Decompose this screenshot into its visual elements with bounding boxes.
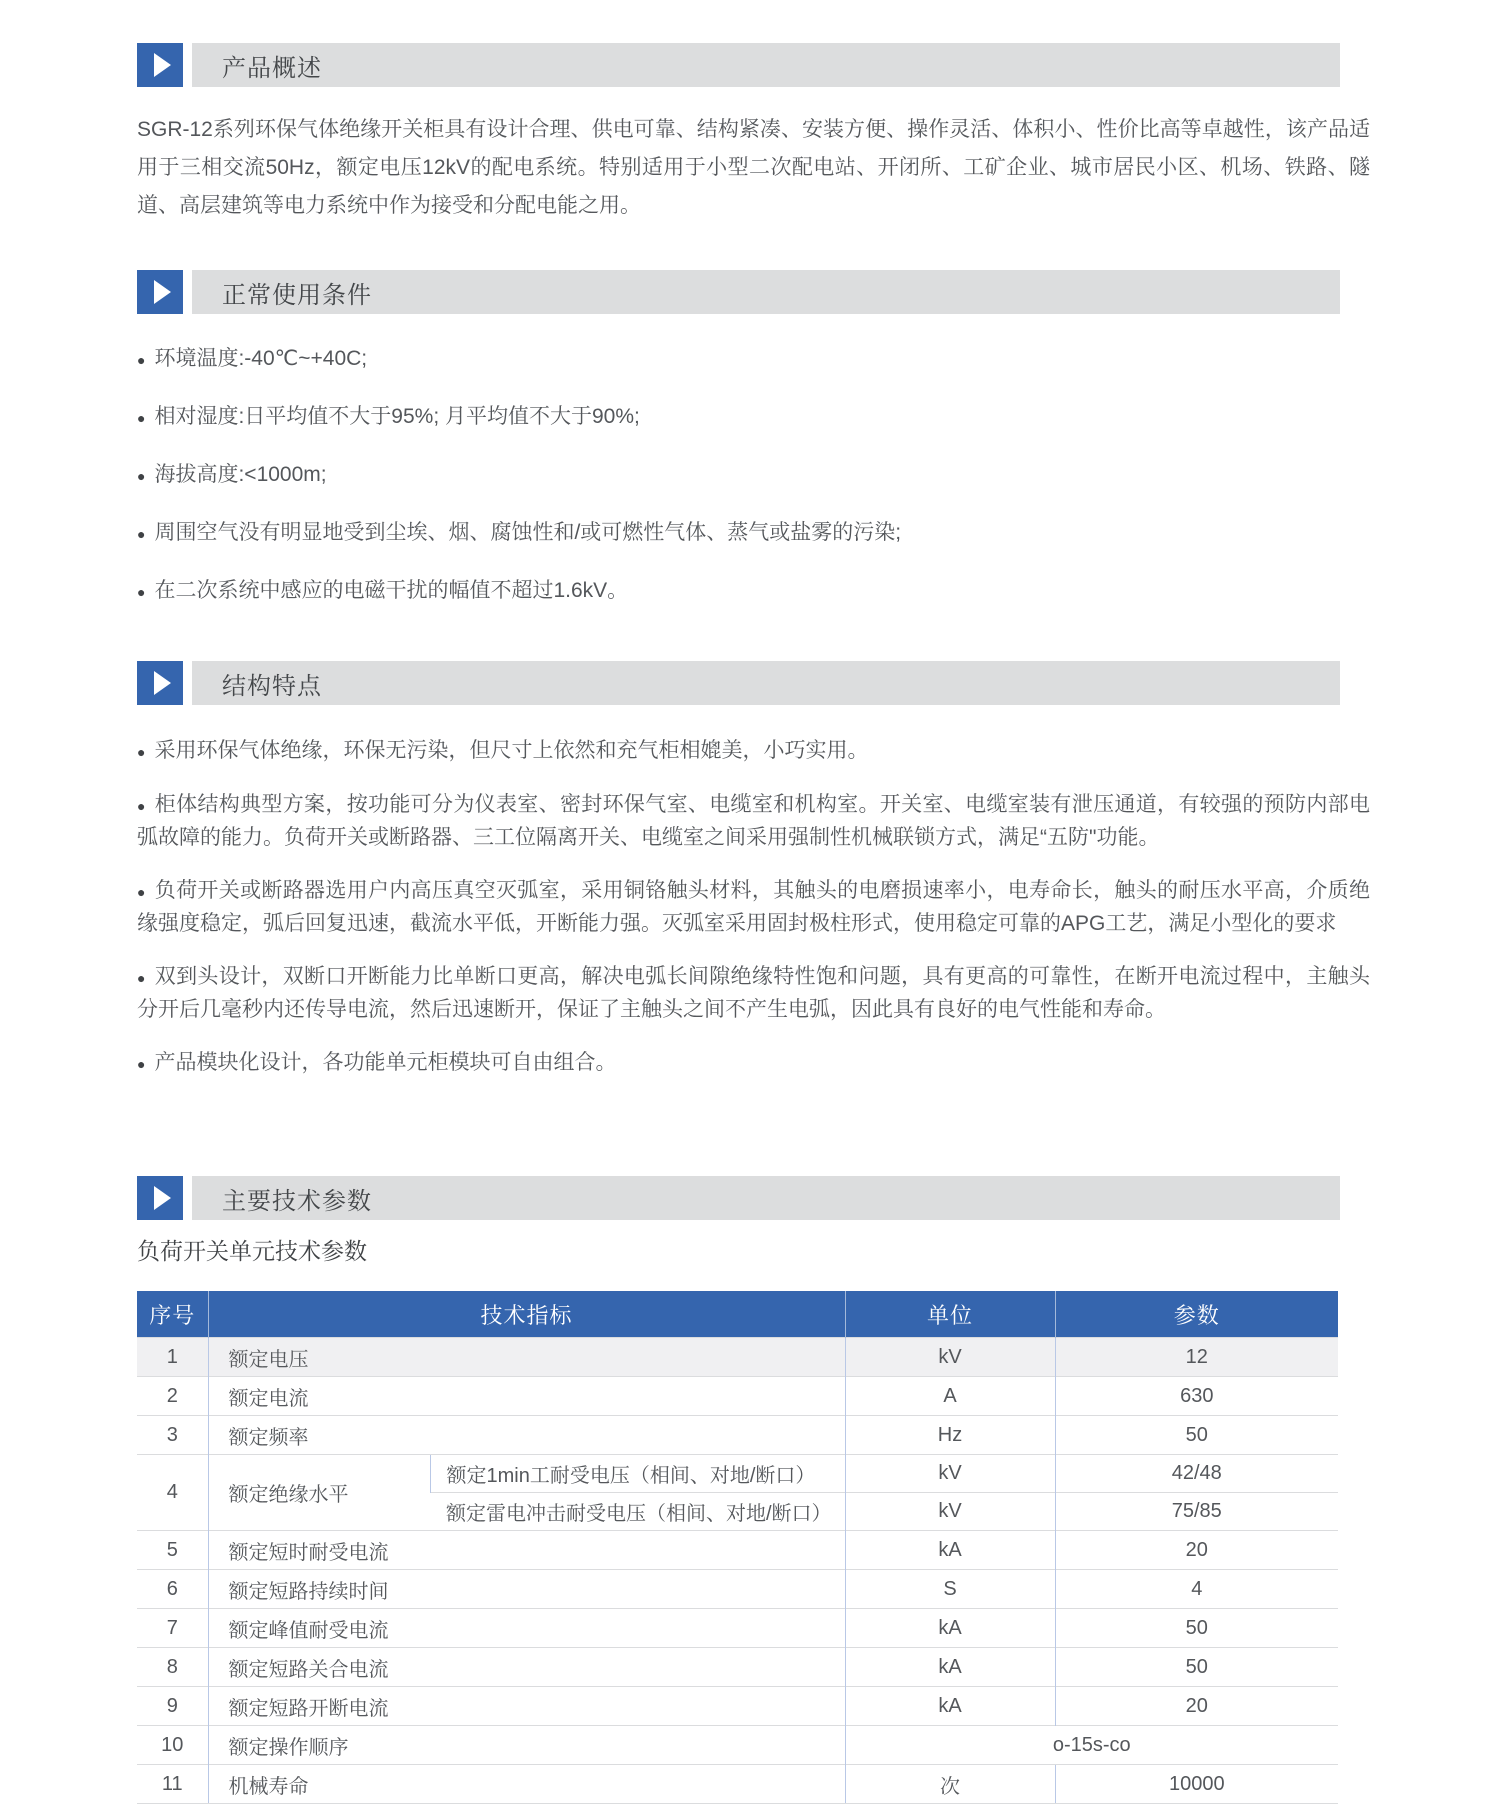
table-row — [137, 1531, 1338, 1570]
cell-indicator: 额定短路持续时间 — [208, 1570, 845, 1609]
cell-unit: kV — [845, 1493, 1055, 1531]
params-table — [137, 1291, 1338, 1804]
table-row — [137, 1765, 1338, 1804]
cell-no: 7 — [137, 1609, 208, 1648]
cell-indicator: 额定电流 — [208, 1377, 845, 1416]
cell-value: 20 — [1055, 1687, 1338, 1726]
list-item — [137, 573, 1370, 610]
cell-unit: kV — [845, 1338, 1055, 1377]
section-overview — [0, 0, 1500, 225]
col-header-unit: 单位 — [845, 1291, 1055, 1338]
table-header-row — [137, 1291, 1338, 1338]
bullet-dot-icon: ● — [137, 970, 146, 986]
list-item — [137, 961, 1370, 1026]
cell-unit: kA — [845, 1648, 1055, 1687]
cell-sub-indicator: 额定雷电冲击耐受电压（相间、对地/断口） — [430, 1493, 845, 1531]
section-title: 正常使用条件 — [222, 281, 372, 309]
table-row — [137, 1726, 1338, 1765]
section-title-bar — [192, 1176, 1340, 1220]
cell-unit: S — [845, 1570, 1055, 1609]
bullet-dot-icon: ● — [137, 884, 146, 900]
cell-no: 9 — [137, 1687, 208, 1726]
cell-no: 3 — [137, 1416, 208, 1455]
list-item-text: 产品模块化设计，各功能单元柜模块可自由组合。 — [154, 1051, 617, 1074]
list-item-text: 柜体结构典型方案，按功能可分为仪表室、密封环保气室、电缆室和机构室。开关室、电缆室装有泄压通道，有较强的预防内部电弧故障的能力。负荷开关或断路器、三工位隔离开关、电缆室之间采用强制性机械联锁方式，满足“五防"功能。 — [137, 793, 1370, 849]
list-item — [137, 875, 1370, 940]
table-row — [137, 1455, 1338, 1493]
section-header-features — [137, 661, 1340, 705]
section-header-conditions — [137, 270, 1340, 314]
cell-indicator: 额定绝缘水平 — [208, 1455, 430, 1531]
cell-value: 20 — [1055, 1531, 1338, 1570]
triangle-glyph — [154, 1186, 171, 1210]
list-item-text: 环境温度:-40℃~+40C; — [154, 347, 368, 370]
col-header-no: 序号 — [137, 1291, 208, 1338]
cell-indicator: 额定短路关合电流 — [208, 1648, 845, 1687]
cell-no: 10 — [137, 1726, 208, 1765]
section-title-bar — [192, 43, 1340, 87]
list-item — [137, 1047, 1370, 1080]
bullet-dot-icon: ● — [137, 352, 146, 368]
cell-sub-indicator: 额定1min工耐受电压（相间、对地/断口） — [430, 1455, 845, 1493]
cell-indicator: 额定电压 — [208, 1338, 845, 1377]
cell-value: 12 — [1055, 1338, 1338, 1377]
table-row — [137, 1416, 1338, 1455]
section-parameters — [0, 1176, 1500, 1804]
cell-value: 75/85 — [1055, 1493, 1338, 1531]
section-title: 产品概述 — [222, 54, 322, 82]
table-row — [137, 1338, 1338, 1377]
cell-value: 630 — [1055, 1377, 1338, 1416]
cell-value: 50 — [1055, 1416, 1338, 1455]
table-row — [137, 1609, 1338, 1648]
table-subtitle: 负荷开关单元技术参数 — [137, 1238, 367, 1264]
cell-unit: Hz — [845, 1416, 1055, 1455]
cell-value: 42/48 — [1055, 1455, 1338, 1493]
cell-value: 4 — [1055, 1570, 1338, 1609]
section-title: 主要技术参数 — [222, 1187, 372, 1215]
list-item — [137, 735, 1370, 768]
table-row — [137, 1687, 1338, 1726]
table-row — [137, 1377, 1338, 1416]
triangle-glyph — [154, 53, 171, 77]
bullet-dot-icon: ● — [137, 744, 146, 760]
conditions-list — [137, 341, 1370, 610]
bullet-dot-icon: ● — [137, 1056, 146, 1072]
cell-no: 2 — [137, 1377, 208, 1416]
section-title: 结构特点 — [222, 672, 322, 700]
cell-indicator: 额定操作顺序 — [208, 1726, 845, 1765]
list-item-text: 负荷开关或断路器选用户内高压真空灭弧室，采用铜铬触头材料，其触头的电磨损速率小，电寿命长，触头的耐压水平高，介质绝缘强度稳定，弧后回复迅速，截流水平低，开断能力强。灭弧室采用固封极柱形式，使用稳定可靠的APG工艺，满足小型化的要求 — [137, 879, 1370, 935]
bullet-dot-icon: ● — [137, 468, 146, 484]
play-arrow-icon — [137, 43, 183, 87]
list-item — [137, 515, 1370, 552]
cell-unit: 次 — [845, 1765, 1055, 1804]
cell-unit: kA — [845, 1687, 1055, 1726]
cell-unit: kA — [845, 1531, 1055, 1570]
cell-indicator: 额定短路开断电流 — [208, 1687, 845, 1726]
triangle-glyph — [154, 280, 171, 304]
cell-value: 50 — [1055, 1609, 1338, 1648]
list-item — [137, 341, 1370, 378]
play-arrow-icon — [137, 270, 183, 314]
cell-unit: A — [845, 1377, 1055, 1416]
section-header-overview — [137, 43, 1340, 87]
bullet-dot-icon: ● — [137, 410, 146, 426]
bullet-dot-icon: ● — [137, 584, 146, 600]
overview-paragraph: SGR-12系列环保气体绝缘开关柜具有设计合理、供电可靠、结构紧凑、安装方便、操作灵活、体积小、性价比高等卓越性，该产品适用于三相交流50Hz，额定电压12kV的配电系统。特别适用于小型二次配电站、开闭所、工矿企业、城市居民小区、机场、铁路、隧道、高层建筑等电力系统中作为接受和分配电能之用。 — [137, 118, 1370, 217]
play-arrow-icon — [137, 661, 183, 705]
cell-merged-value: o-15s-co — [845, 1726, 1338, 1765]
list-item-text: 相对湿度:日平均值不大于95%; 月平均值不大于90%; — [154, 405, 640, 428]
list-item-text: 海拔高度:<1000m; — [154, 463, 327, 486]
bullet-dot-icon: ● — [137, 526, 146, 542]
cell-value: 50 — [1055, 1648, 1338, 1687]
cell-no: 11 — [137, 1765, 208, 1804]
cell-unit: kV — [845, 1455, 1055, 1493]
cell-indicator: 额定峰值耐受电流 — [208, 1609, 845, 1648]
cell-no: 5 — [137, 1531, 208, 1570]
cell-indicator: 额定频率 — [208, 1416, 845, 1455]
list-item-text: 双到头设计，双断口开断能力比单断口更高，解决电弧长间隙绝缘特性饱和问题，具有更高的可靠性，在断开电流过程中，主触头分开后几毫秒内还传导电流，然后迅速断开，保证了主触头之间不产生电弧，因此具有良好的电气性能和寿命。 — [137, 965, 1370, 1021]
table-row — [137, 1648, 1338, 1687]
play-arrow-icon — [137, 1176, 183, 1220]
cell-no: 1 — [137, 1338, 208, 1377]
bullet-dot-icon: ● — [137, 798, 146, 814]
col-header-indicator: 技术指标 — [208, 1291, 845, 1338]
list-item — [137, 789, 1370, 854]
section-features — [0, 661, 1500, 1080]
features-list — [137, 735, 1370, 1080]
cell-unit: kA — [845, 1609, 1055, 1648]
cell-value: 10000 — [1055, 1765, 1338, 1804]
triangle-glyph — [154, 671, 171, 695]
list-item — [137, 457, 1370, 494]
cell-no: 8 — [137, 1648, 208, 1687]
cell-no: 4 — [137, 1455, 208, 1531]
list-item-text: 周围空气没有明显地受到尘埃、烟、腐蚀性和/或可燃性气体、蒸气或盐雾的污染; — [154, 521, 902, 544]
section-conditions — [0, 270, 1500, 610]
section-title-bar — [192, 661, 1340, 705]
table-row — [137, 1570, 1338, 1609]
cell-indicator: 机械寿命 — [208, 1765, 845, 1804]
col-header-value: 参数 — [1055, 1291, 1338, 1338]
section-header-parameters — [137, 1176, 1340, 1220]
cell-indicator: 额定短时耐受电流 — [208, 1531, 845, 1570]
list-item-text: 采用环保气体绝缘，环保无污染，但尺寸上依然和充气柜相媲美，小巧实用。 — [154, 739, 869, 762]
cell-no: 6 — [137, 1570, 208, 1609]
section-title-bar — [192, 270, 1340, 314]
list-item — [137, 399, 1370, 436]
list-item-text: 在二次系统中感应的电磁干扰的幅值不超过1.6kV。 — [154, 579, 629, 602]
